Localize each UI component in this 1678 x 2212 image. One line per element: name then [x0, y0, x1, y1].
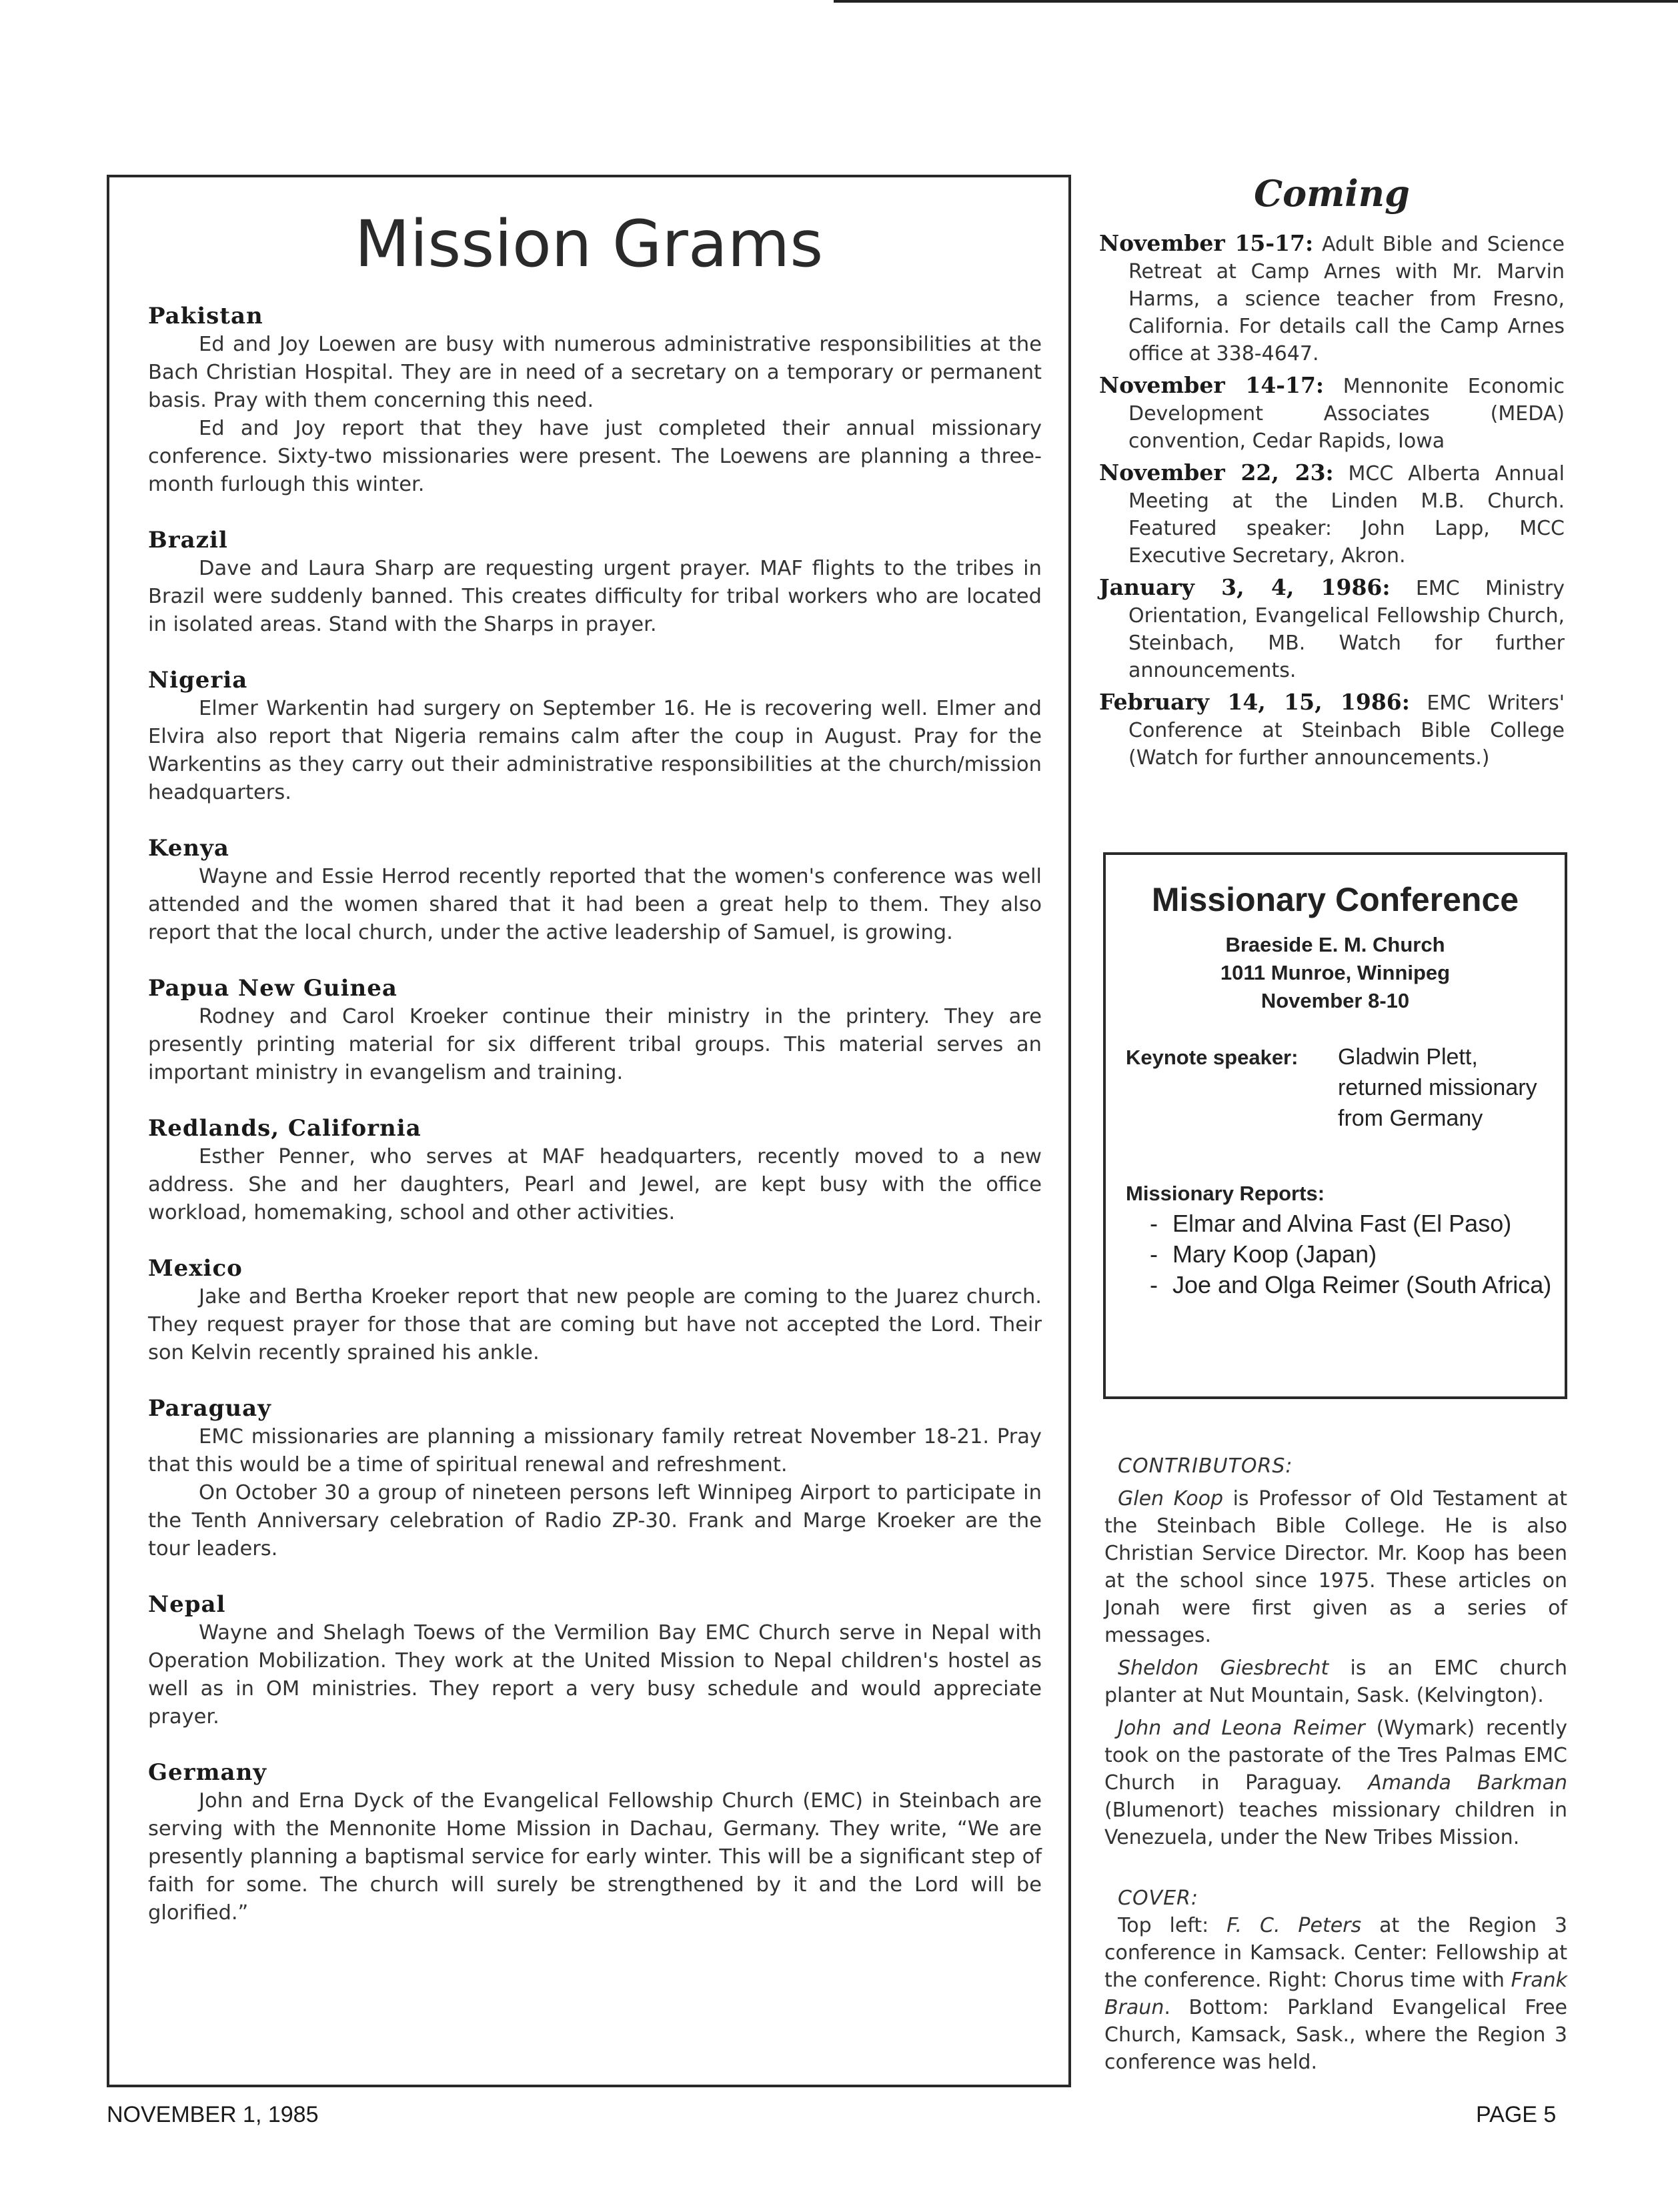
section-mexico: [148, 1255, 1042, 1367]
section-nigeria: [148, 667, 1042, 807]
cover-name: Frank Braun: [1104, 1969, 1567, 2019]
cover-label: COVER:: [1118, 1887, 1198, 1910]
keynote: [1126, 1042, 1553, 1134]
section-paragraph: On October 30 a group of nineteen persons left Winnipeg Airport to participate in the Tenth Anniversary celebration of Radio ZP-30. Frank and Marge Kroeker are the tour leaders.: [148, 1481, 1042, 1560]
section-paragraph: Dave and Laura Sharp are requesting urgent prayer. MAF flights to the tribes in Brazil were suddenly banned. This creates difficulty for tribal workers who are located in isolated areas. Stand with the Sharps in prayer.: [148, 557, 1042, 636]
section-paragraph: John and Erna Dyck of the Evangelical Fellowship Church (EMC) in Steinbach are serving with the Mennonite Home Mission in Dachau, Germany. They write, “We are presently planning a baptismal service for early winter. This will be a significant step of faith for some. The church will surely be strengthened by it and the Lord will be glorified.”: [148, 1789, 1042, 1925]
section-kenya: [148, 835, 1042, 947]
contributor-paragraph: [1104, 1485, 1567, 1649]
report-text: Mary Koop (Japan): [1172, 1240, 1377, 1268]
keynote-label: Keynote speaker:: [1126, 1046, 1299, 1069]
reports-label: Missionary Reports:: [1126, 1182, 1325, 1205]
coming-title: Coming: [1254, 172, 1410, 215]
event-text: Mennonite Economic Development Associates (MEDA) convention, Cedar Rapids, Iowa: [1128, 375, 1565, 453]
contributor-paragraph: [1104, 1654, 1567, 1709]
contributor-text: (Wymark) recently took on the pastorate of the Tres Palmas EMC Church in Paraguay.: [1104, 1717, 1567, 1795]
contributor-text: is Professor of Old Testament at the Steinbach Bible College. He is also Christian Service Director. Mr. Koop has been at the school since 1975. These articles on Jonah were first given as a series of messages.: [1104, 1487, 1567, 1647]
contributors-label: CONTRIBUTORS:: [1118, 1454, 1293, 1478]
cover-text-part: . Bottom: Parkland Evangelical Free Church, Kamsack, Sask., where the Region 3 conference was held.: [1104, 1996, 1567, 2074]
cover-name: F. C. Peters: [1226, 1914, 1362, 1937]
conference-title: Missionary Conference: [1151, 881, 1519, 918]
section-heading: Papua New Guinea: [148, 975, 397, 1002]
event-text: EMC Writers' Conference at Steinbach Bible College (Watch for further announcements.): [1128, 692, 1565, 770]
contributor-name: Amanda Barkman: [1368, 1771, 1567, 1795]
section-heading: Nigeria: [148, 667, 248, 694]
contributor-text: is an EMC church planter at Nut Mountain, Sask. (Kelvington).: [1104, 1656, 1568, 1707]
contributor-name: Sheldon Giesbrecht: [1118, 1656, 1329, 1680]
event-date: November 22, 23:: [1099, 459, 1334, 485]
missionary-conference-box: [1103, 852, 1567, 1399]
cover-text-part: at the Region 3 conference in Kamsack. Center: Fellowship at the conference. Right: Chorus time with: [1104, 1914, 1567, 1992]
event-text: EMC Ministry Orientation, Evangelical Fellowship Church, Steinbach, MB. Watch for further announcements.: [1128, 577, 1565, 682]
conference-church: Braeside E. M. Church: [1225, 933, 1445, 956]
event-item: [1099, 371, 1565, 455]
event-item: [1099, 459, 1565, 570]
section-heading: Germany: [148, 1759, 267, 1786]
missionary-reports: [1126, 1182, 1553, 1300]
event-date: November 15-17:: [1099, 230, 1314, 256]
cover-caption: [1104, 1885, 1567, 2076]
contributor-paragraph: [1104, 1715, 1567, 1851]
section-paragraph: Wayne and Shelagh Toews of the Vermilion Bay EMC Church serve in Nepal with Operation Mobilization. They work at the United Mission to Nepal children's hostel as well as in OM ministries. They report a very busy schedule and would appreciate prayer.: [148, 1621, 1042, 1729]
event-item: [1099, 574, 1565, 684]
mission-grams-box: [107, 175, 1071, 2087]
event-text: Adult Bible and Science Retreat at Camp Arnes with Mr. Marvin Harms, a science teacher from Fresno, California. For details call the Camp Arnes office at 338-4647.: [1128, 233, 1565, 365]
section-heading: Pakistan: [148, 303, 263, 329]
event-item: [1099, 688, 1565, 772]
event-date: November 14-17:: [1099, 372, 1325, 398]
section-heading: Mexico: [148, 1255, 243, 1282]
event-date: January 3, 4, 1986:: [1099, 574, 1391, 600]
conference-dates: November 8-10: [1261, 989, 1410, 1012]
footer-date: NOVEMBER 1, 1985: [107, 2102, 319, 2127]
section-paragraph: Esther Penner, who serves at MAF headquarters, recently moved to a new address. She and her daughters, Pearl and Jewel, are kept busy with the office workload, homemaking, school and other activities.: [148, 1145, 1042, 1224]
section-paragraph: Elmer Warkentin had surgery on September 16. He is recovering well. Elmer and Elvira also report that Nigeria remains calm after the coup in August. Pray for the Warkentins as they carry out their administrative responsibilities at the church/mission headquarters.: [148, 697, 1042, 804]
section-paragraph: Rodney and Carol Kroeker continue their ministry in the printery. They are presently printing material for six different tribal groups. This material serves an important ministry in evangelism and training.: [148, 1005, 1042, 1084]
top-rule: [834, 0, 1678, 3]
keynote-name: Gladwin Plett, returned missionary from Germany: [1338, 1044, 1537, 1131]
section-paragraph: Ed and Joy Loewen are busy with numerous administrative responsibilities at the Bach Christian Hospital. They are in need of a secretary on a temporary or permanent basis. Pray with them concerning this need.: [148, 333, 1042, 412]
cover-text-part: Top left:: [1118, 1914, 1227, 1937]
contributor-name: Glen Koop: [1118, 1487, 1223, 1510]
section-paragraph: Ed and Joy report that they have just completed their annual missionary conference. Sixty-two missionaries were present. The Loewens are planning a three-month furlough this winter.: [148, 417, 1042, 496]
section-germany: [148, 1759, 1042, 1927]
section-papua-new-guinea: [148, 975, 1042, 1087]
coming-events: [1099, 172, 1565, 776]
mission-grams-title: Mission Grams: [354, 207, 824, 281]
section-heading: Brazil: [148, 527, 228, 554]
section-heading: Paraguay: [148, 1395, 271, 1422]
event-item: [1099, 229, 1565, 367]
section-paraguay: [148, 1395, 1042, 1563]
section-paragraph: Jake and Bertha Kroeker report that new people are coming to the Juarez church. They request prayer for those that are coming but have not accepted the Lord. Their son Kelvin recently sprained his ankle.: [148, 1285, 1042, 1364]
section-heading: Nepal: [148, 1591, 226, 1618]
section-redlands-california: [148, 1115, 1042, 1227]
reports-list: [1126, 1208, 1553, 1300]
contributor-name: John and Leona Reimer: [1118, 1717, 1365, 1740]
report-item: - Joe and Olga Reimer (South Africa): [1150, 1271, 1552, 1298]
footer-page-number: PAGE 5: [1476, 2102, 1557, 2127]
section-paragraph: EMC missionaries are planning a missionary family retreat November 18-21. Pray that this would be a time of spiritual renewal and refreshment.: [148, 1425, 1042, 1476]
report-item: - Mary Koop (Japan): [1150, 1240, 1377, 1268]
contributor-text: (Blumenort) teaches missionary children in Venezuela, under the New Tribes Mission.: [1104, 1799, 1567, 1849]
report-text: Joe and Olga Reimer (South Africa): [1172, 1271, 1552, 1298]
section-heading: Kenya: [148, 835, 229, 862]
section-pakistan: [148, 303, 1042, 499]
conference-address: 1011 Munroe, Winnipeg: [1220, 961, 1451, 984]
section-paragraph: Wayne and Essie Herrod recently reported that the women's conference was well attended and the women shared that it had been a great help to them. They also report that the local church, under the active leadership of Samuel, is growing.: [148, 865, 1042, 944]
report-text: Elmar and Alvina Fast (El Paso): [1172, 1210, 1512, 1237]
event-date: February 14, 15, 1986:: [1099, 689, 1410, 715]
section-nepal: [148, 1591, 1042, 1731]
report-item: - Elmar and Alvina Fast (El Paso): [1150, 1210, 1512, 1237]
cover-text: [1104, 1912, 1567, 2076]
section-brazil: [148, 527, 1042, 639]
section-heading: Redlands, California: [148, 1115, 422, 1142]
contributors: [1104, 1452, 1567, 1857]
event-text: MCC Alberta Annual Meeting at the Linden M.B. Church. Featured speaker: John Lapp, MCC Executive Secretary, Akron.: [1128, 462, 1565, 568]
mission-sections: [148, 303, 1042, 1955]
